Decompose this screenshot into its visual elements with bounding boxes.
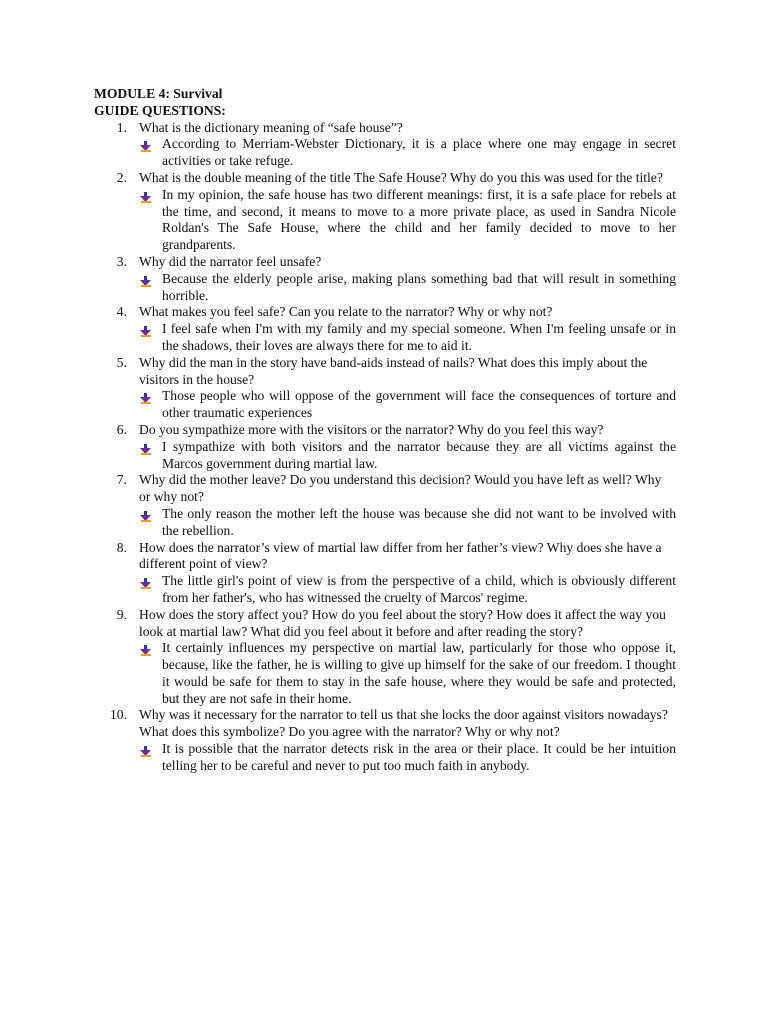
answer-text: According to Merriam-Webster Dictionary, it is a place where one may engage in secret activities or take refuge. xyxy=(162,136,676,169)
answer-text: The only reason the mother left the house was because she did not want to be involved with the rebellion. xyxy=(162,505,676,538)
arrow-bullet-icon xyxy=(140,745,152,756)
arrow-bullet-icon xyxy=(140,325,152,336)
answer-text: It certainly influences my perspective on martial law, particularly for those who oppose it, because, like the father, he is willing to give up himself for the sake of our freedom. I thought it would be safe for them to stay in the safe house, where they would be safe and protected, but they are not safe in their home. xyxy=(162,640,676,706)
answer-item xyxy=(139,321,676,355)
question-number: 5. xyxy=(116,354,127,370)
answer-item xyxy=(139,640,676,707)
question-text: Why did the narrator feel unsafe? xyxy=(139,253,322,269)
answer-item xyxy=(139,439,676,473)
question-text: Why did the mother leave? Do you understand this decision? Would you have left as well? Why or why not? xyxy=(139,472,662,505)
question-number: 2. xyxy=(116,169,127,185)
question-item xyxy=(94,607,676,708)
arrow-bullet-icon xyxy=(140,510,152,521)
answer-text: I feel safe when I'm with my family and my special someone. When I'm feeling unsafe or in the shadows, their loves are always there for me to aid it. xyxy=(162,321,676,353)
question-number: 6. xyxy=(116,421,127,437)
question-number: 9. xyxy=(116,606,127,622)
question-number: 8. xyxy=(116,539,127,555)
question-item xyxy=(94,540,676,607)
answer-item xyxy=(139,506,676,540)
answer-item xyxy=(139,388,676,422)
question-number: 10. xyxy=(110,707,127,723)
question-text: Why was it necessary for the narrator to tell us that she locks the door against visitors nowadays? What does this symbolize? Do you agree with the narrator? Why or why not? xyxy=(139,707,668,740)
question-item xyxy=(94,120,676,170)
answer-item xyxy=(139,271,676,305)
answer-item xyxy=(139,187,676,254)
answer-item xyxy=(139,136,676,170)
answer-text: It is possible that the narrator detects risk in the area or their place. It could be her intuition telling her to be careful and never to put too much faith in anybody. xyxy=(162,741,676,773)
question-item xyxy=(94,254,676,304)
arrow-bullet-icon xyxy=(140,191,152,202)
question-text: What is the double meaning of the title The Safe House? Why do you this was used for the title? xyxy=(139,169,663,185)
answer-item xyxy=(139,573,676,607)
question-text: What is the dictionary meaning of “safe house”? xyxy=(139,119,403,135)
arrow-bullet-icon xyxy=(140,275,152,286)
answer-text: Those people who will oppose of the government will face the consequences of torture and other traumatic experiences xyxy=(162,388,676,421)
arrow-bullet-icon xyxy=(140,577,152,588)
question-item xyxy=(94,355,676,422)
question-number: 1. xyxy=(116,119,127,135)
answer-text: Because the elderly people arise, making plans something bad that will result in something horrible. xyxy=(162,270,676,303)
question-text: Do you sympathize more with the visitors or the narrator? Why do you feel this way? xyxy=(139,421,604,437)
question-text: What makes you feel safe? Can you relate to the narrator? Why or why not? xyxy=(139,304,553,320)
answer-text: The little girl's point of view is from the perspective of a child, which is obviously different from her father's, who has witnessed the cruelty of Marcos' regime. xyxy=(162,573,676,605)
question-number: 4. xyxy=(116,304,127,320)
document-page xyxy=(94,86,676,775)
arrow-bullet-icon xyxy=(140,140,152,151)
question-item xyxy=(94,170,676,254)
answer-text: In my opinion, the safe house has two different meanings: first, it is a safe place for rebels at the time, and second, it means to move to a more private place, as used in Sandra Nicole Roldan's The Safe House, where the child and her family decided to move to her grandparents. xyxy=(162,186,676,253)
question-number: 3. xyxy=(116,253,127,269)
answer-item xyxy=(139,741,676,775)
question-item xyxy=(94,422,676,472)
question-list xyxy=(94,120,676,775)
arrow-bullet-icon xyxy=(140,392,152,403)
question-item xyxy=(94,472,676,539)
question-text: How does the narrator’s view of martial law differ from her father’s view? Why does she have a different point of view? xyxy=(139,539,662,572)
question-text: How does the story affect you? How do you feel about the story? How does it affect the way you look at martial law? What did you feel about it before and after reading the story? xyxy=(139,606,666,639)
module-title: MODULE 4: Survival xyxy=(94,86,223,101)
arrow-bullet-icon xyxy=(140,443,152,454)
question-item xyxy=(94,304,676,354)
answer-text: I sympathize with both visitors and the narrator because they are all victims against the Marcos government during martial law. xyxy=(162,438,676,471)
guide-questions-heading: GUIDE QUESTIONS: xyxy=(94,102,226,118)
question-text: Why did the man in the story have band-aids instead of nails? What does this imply about the visitors in the house? xyxy=(139,354,648,387)
arrow-bullet-icon xyxy=(140,644,152,655)
question-number: 7. xyxy=(116,472,127,488)
question-item xyxy=(94,707,676,774)
